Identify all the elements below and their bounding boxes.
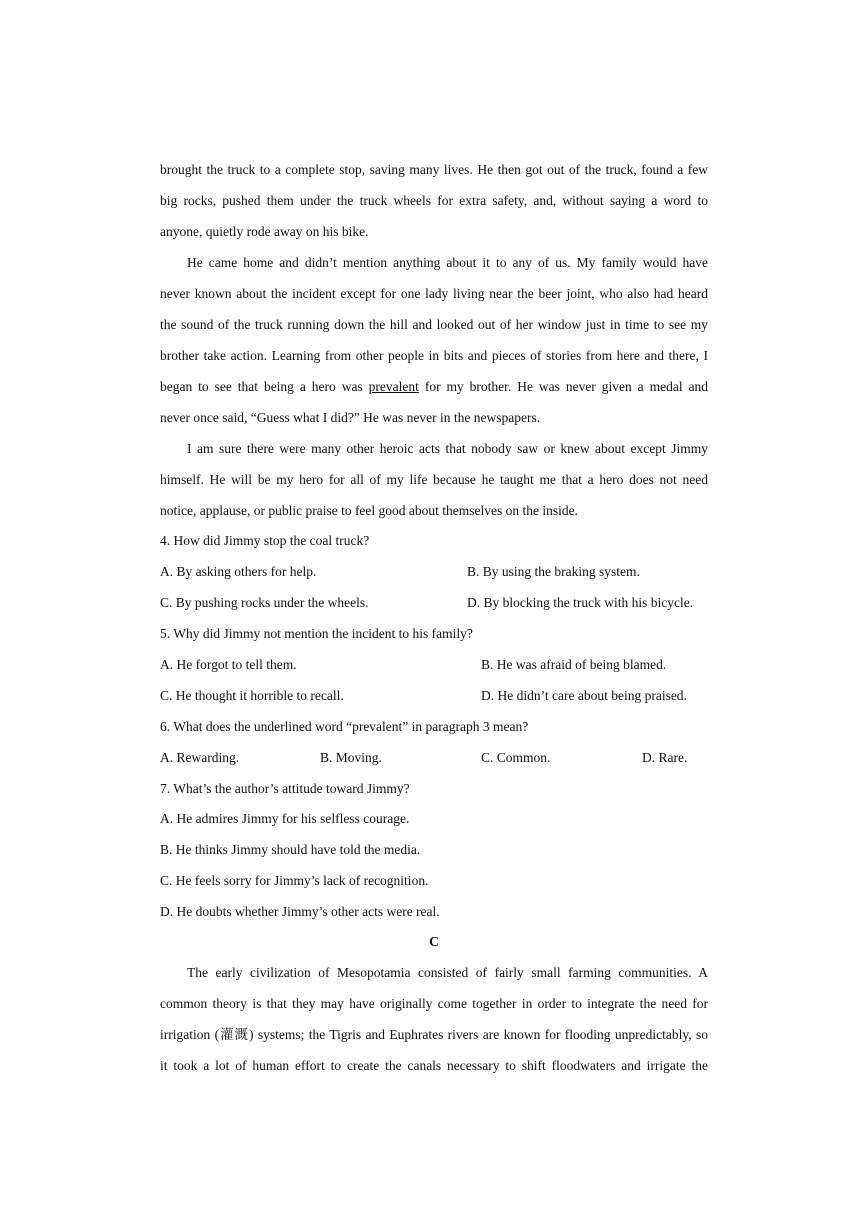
passage-line: himself. He will be my hero for all of my life because he taught me that a hero does not need bbox=[160, 472, 708, 487]
option-c: C. Common. bbox=[481, 750, 551, 765]
passage-line: never known about the incident except for one lady living near the beer joint, who also had heard bbox=[160, 286, 708, 301]
passage-line: common theory is that they may have originally come together in order to integrate the need for bbox=[160, 996, 708, 1011]
option-b: B. He was afraid of being blamed. bbox=[481, 657, 667, 672]
passage-line: anyone, quietly rode away on his bike. bbox=[160, 224, 369, 239]
underlined-word: prevalent bbox=[368, 379, 419, 394]
option-c: C. He feels sorry for Jimmy’s lack of recognition. bbox=[160, 873, 429, 888]
option-d: D. He didn’t care about being praised. bbox=[481, 688, 687, 703]
option-b: B. He thinks Jimmy should have told the media. bbox=[160, 842, 421, 857]
option-d: D. Rare. bbox=[642, 750, 688, 765]
option-b: B. Moving. bbox=[320, 750, 382, 765]
passage-line: He came home and didn’t mention anything about it to any of us. My family would have bbox=[187, 255, 708, 270]
option-c: C. By pushing rocks under the wheels. bbox=[160, 595, 369, 610]
question-stem: 4. How did Jimmy stop the coal truck? bbox=[160, 533, 370, 548]
option-d: D. By blocking the truck with his bicycle. bbox=[467, 595, 694, 610]
passage-line bbox=[160, 378, 708, 396]
option-c: C. He thought it horrible to recall. bbox=[160, 688, 344, 703]
question-stem: 6. What does the underlined word “prevalent” in paragraph 3 mean? bbox=[160, 719, 529, 734]
option-a: A. He admires Jimmy for his selfless courage. bbox=[160, 811, 410, 826]
passage-line: it took a lot of human effort to create the canals necessary to shift floodwaters and irrigate the bbox=[160, 1058, 708, 1073]
passage-line: irrigation (灌溉) systems; the Tigris and Euphrates rivers are known for flooding unpredictably, so bbox=[160, 1027, 708, 1042]
passage-line: brother take action. Learning from other people in bits and pieces of stories from here and there, I bbox=[160, 348, 708, 363]
line-text: began to see that being a hero was bbox=[160, 379, 369, 394]
question-stem: 5. Why did Jimmy not mention the incident to his family? bbox=[160, 626, 473, 641]
passage-line: I am sure there were many other heroic acts that nobody saw or knew about except Jimmy bbox=[187, 441, 708, 456]
passage-line: The early civilization of Mesopotamia consisted of fairly small farming communities. A bbox=[187, 965, 708, 980]
option-a: A. He forgot to tell them. bbox=[160, 657, 297, 672]
option-a: A. Rewarding. bbox=[160, 750, 240, 765]
option-d: D. He doubts whether Jimmy’s other acts were real. bbox=[160, 904, 440, 919]
option-a: A. By asking others for help. bbox=[160, 564, 317, 579]
passage-line: the sound of the truck running down the hill and looked out of her window just in time to see my bbox=[160, 317, 708, 332]
passage-line: never once said, “Guess what I did?” He was never in the newspapers. bbox=[160, 410, 541, 425]
passage-line: notice, applause, or public praise to feel good about themselves on the inside. bbox=[160, 503, 579, 518]
line-text: for my brother. He was never given a medal and bbox=[418, 379, 708, 394]
passage-line: brought the truck to a complete stop, saving many lives. He then got out of the truck, found a few bbox=[160, 162, 708, 177]
question-stem: 7. What’s the author’s attitude toward Jimmy? bbox=[160, 781, 410, 796]
passage-line: big rocks, pushed them under the truck wheels for extra safety, and, without saying a word to bbox=[160, 193, 708, 208]
section-heading: C bbox=[429, 934, 439, 949]
option-b: B. By using the braking system. bbox=[467, 564, 640, 579]
